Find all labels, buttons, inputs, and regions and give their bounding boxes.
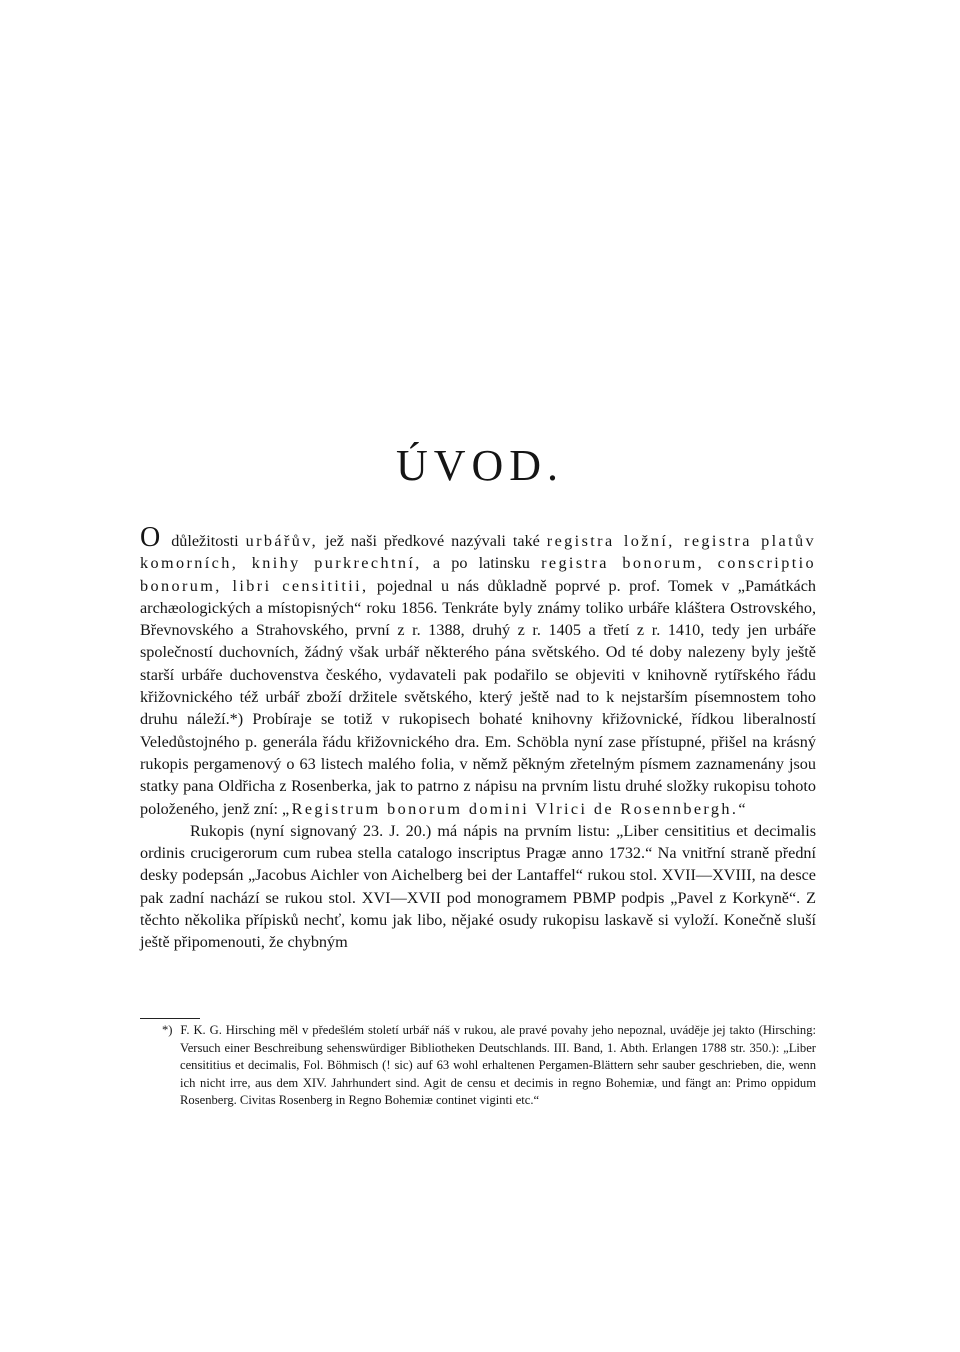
footnote-text: F. K. G. Hirsching měl v předešlém století urbář náš v rukou, ale pravé povahy jeho nepoznal, uváděje jej takto (Hirsching: Versuch einer Beschreibung sehenswürdiger Bibliotheken Deutschlands. III. Band, 1. Abth. Erlangen 1788 str. 350.): „Liber censititius et decimalis, Fol. Böhmisch (! sic) auf 63 wohl erhaltenen Pergamen-Blättern sehr sauber geschrieben, die, wenn ich nicht irre, aus dem XIV. Jahrhundert sind. Agit de censu et decimis in regno Bohemiæ, und fängt an: Primo oppidum Rosenberg. Civitas Rosenberg in Regno Bohemiæ continet viginti etc.“ xyxy=(180,1023,816,1107)
text-run: jež naši předkové nazývali také xyxy=(325,532,547,550)
text-run: pojednal u nás důkladně poprvé p. prof. Tomek v „Památkách archæologických a místopisných“ roku 1856. Tenkráte byly známy toliko urbáře kláštera Ostrovského, Břevnovského a Strahovského, první z r. 1388, druhý z r. 1405 a třetí z r. 1410, tedy jen urbáře společností duchovních, žádný však urbář některého pána světského. Od té doby nalezeny byly ještě starší urbáře duchovenstva českého, vydavateli pak podařilo se objeviti v knihovně rytířského řádu křižovnického též urbář zboží držitele světského, který ještě nad to k nejstarším písemnostem toho druhu náleží.*) Probíraje se totiž v rukopisech bohaté knihovny křižovnické, řídkou liberalností Veledůstojného p. generála řádu křižovnického dra. Em. Schöbla nyní zase přístupné, přišel na krásný rukopis pergamenový o 63 listech malého folia, v němž pěkným zřetelným písmem zaznamenány jsou statky pana Oldřicha z Rosenberka, jak to patrno z nápisu na prvním listu druhé složky rukopisu tohoto položeného, jenž zní: xyxy=(140,576,817,818)
paragraph-2: Rukopis (nyní signovaný 23. J. 20.) má nápis na prvním listu: „Liber censititius et decimalis ordinis crucigerorum cum rubea stella catalogo inscriptus Pragæ anno 1732.“ Na vnitřní straně přední desky podepsán „Jacobus Aichler von Aichelberg bei der Lantaffel“ rukou stol. XVII—XVIII, na desce pak zadní nachází se rukou stol. XVI—XVII pod monogramem PBMP podpis „Pavel z Korkyně“. Z těchto několika přípisků nechť, komu jak libo, nějaké osudy rukopisu laskavě si vyloží. Konečně sluší ještě připomenouti, že chybným xyxy=(140,821,816,952)
footnote xyxy=(162,1022,816,1110)
main-text xyxy=(140,522,817,954)
spaced-quote: „Registrum bonorum domini Vlrici de Rosennbergh.“ xyxy=(282,799,748,818)
footnote-divider xyxy=(140,1018,200,1019)
spaced-term: urbářův, xyxy=(245,532,319,550)
page-title: ÚVOD. xyxy=(395,441,565,490)
spaced-term: registra ložní, registra platův komorních, knihy purkrechtní, xyxy=(140,532,817,573)
footnote-marker: *) xyxy=(162,1023,173,1037)
footnote-block xyxy=(162,1022,816,1110)
drop-cap: O xyxy=(140,522,161,553)
text-run: a po latinsku xyxy=(432,554,542,573)
spaced-term: registra bonorum, conscriptio bonorum, libri censititii, xyxy=(140,554,816,595)
paragraph-1 xyxy=(140,522,817,820)
text-run: důležitosti xyxy=(171,532,246,550)
